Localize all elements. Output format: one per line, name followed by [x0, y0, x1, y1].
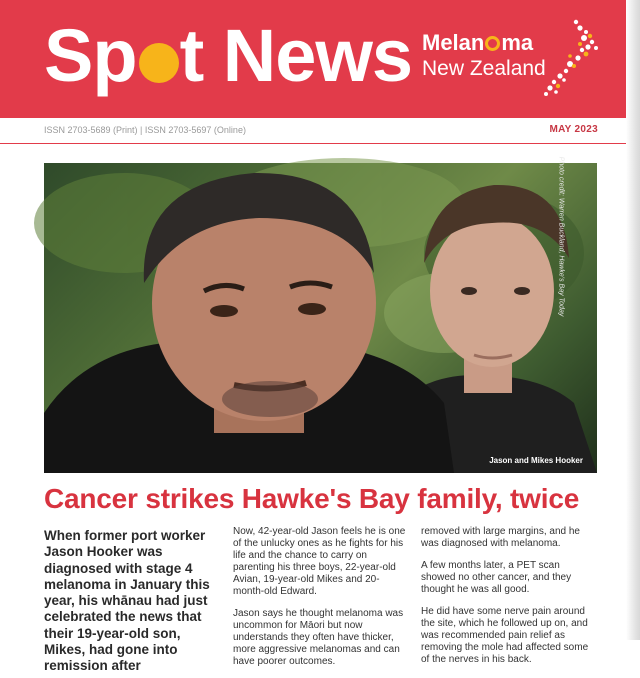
masthead	[0, 0, 626, 118]
photo-credit: Photo credit: Warren Buckland, Hawke's Bay Today	[557, 156, 565, 317]
paragraph: Jason says he thought melanoma was uncommon for Māori but now understands they often have thicker, more aggressive melanomas and can have poorer outcomes.	[233, 608, 404, 667]
organisation-logo	[422, 30, 546, 82]
issn-numbers: ISSN 2703-5689 (Print) | ISSN 2703-5697 (Online)	[44, 125, 246, 135]
brand-name	[422, 30, 546, 56]
article-lede: When former port worker Jason Hooker was diagnosed with stage 4 melanoma in January this year, his whānau had just celebrated the news that their 19-year-old son, Mikes, had gone into remission after	[44, 528, 210, 674]
cover-photo-illustration	[44, 163, 597, 473]
brand-ring-icon	[485, 36, 500, 51]
paragraph: removed with large margins, and he was diagnosed with melanoma.	[421, 526, 580, 549]
article-column-2	[233, 526, 409, 678]
brand-country: New Zealand	[422, 57, 546, 80]
paragraph: Now, 42-year-old Jason feels he is one of the unlucky ones as he fights for his life and the chance to carry on parenting his three boys, 22-year-old Avian, 19-year-old Mikes and 20-month-old Edward.	[233, 526, 406, 597]
page-edge-shadow	[626, 0, 640, 640]
paragraph: A few months later, a PET scan showed no other cancer, and they thought he was all good.	[421, 560, 572, 595]
brand-name-start: Melan	[422, 30, 485, 55]
issue-date: MAY 2023	[549, 124, 598, 135]
title-text-start: Sp	[44, 14, 137, 97]
newsletter-title	[44, 14, 412, 98]
issue-strip	[0, 118, 626, 144]
brand-name-end: ma	[501, 30, 534, 55]
article-headline: Cancer strikes Hawke's Bay family, twice	[44, 483, 580, 514]
new-zealand-dots-icon	[540, 16, 604, 100]
article-column-3	[421, 526, 597, 676]
spot-dot-icon	[139, 43, 179, 83]
paragraph: He did have some nerve pain around the site, which he followed up on, and was recommended pain relief as removing the mole had affected some of the nerves in his back.	[421, 606, 589, 665]
title-text-end: t News	[179, 14, 413, 97]
cover-photo	[44, 156, 597, 473]
photo-caption: Jason and Mikes Hooker	[489, 456, 583, 465]
